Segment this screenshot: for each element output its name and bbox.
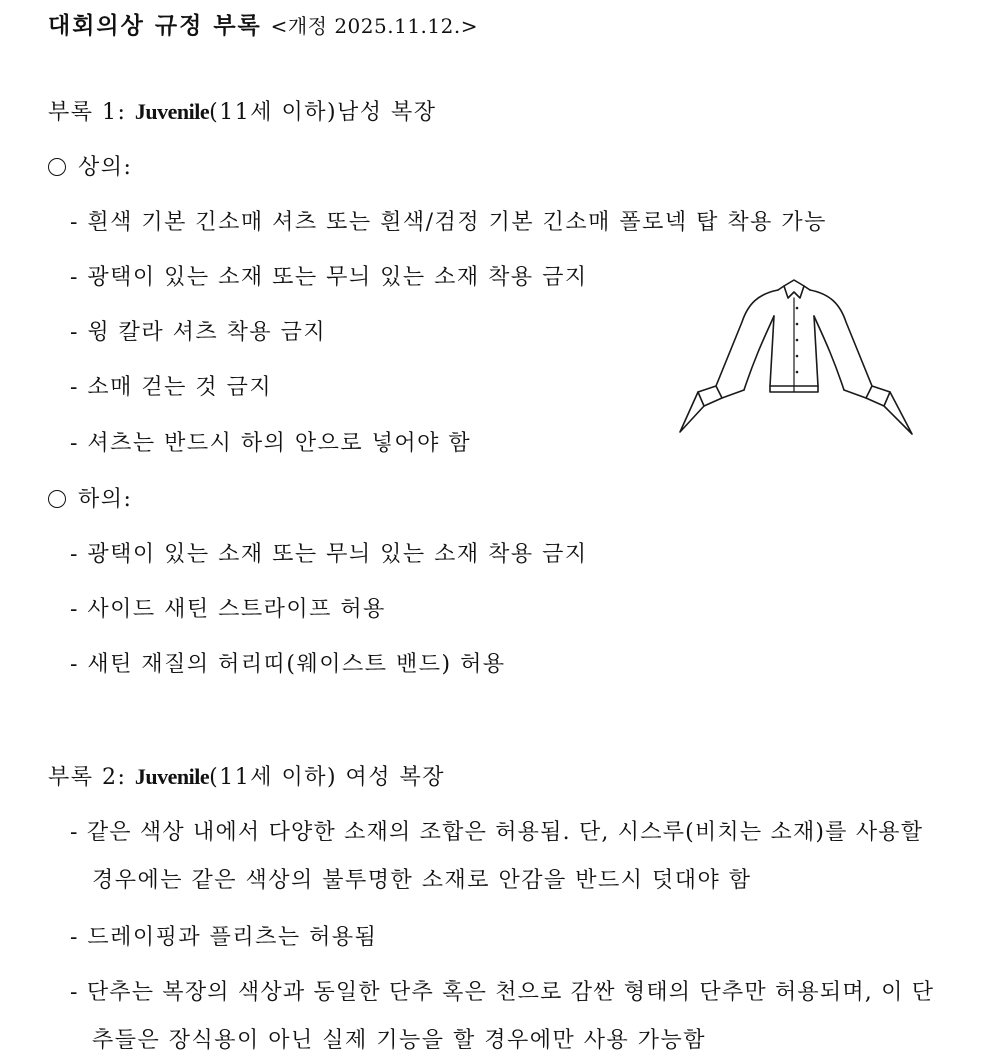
appendix-1-heading [48, 98, 437, 127]
appendix-2-term: Juvenile [134, 764, 210, 789]
appendix-2-item: - 단추는 복장의 색상과 동일한 단추 혹은 천으로 감싼 형태의 단추만 허용되며, 이 단 [70, 980, 935, 1005]
appendix-1-term: Juvenile [134, 99, 210, 124]
appendix-1-suffix: (11세 이하)남성 복장 [209, 100, 437, 125]
appendix-2-suffix: (11세 이하) 여성 복장 [209, 765, 446, 790]
appendix-2-heading [48, 763, 445, 792]
appendix-2-item: - 드레이핑과 플리츠는 허용됨 [70, 925, 378, 950]
top-item: - 소매 걷는 것 금지 [70, 375, 273, 400]
bottom-item: - 사이드 새틴 스트라이프 허용 [70, 597, 386, 622]
circle-bullet-icon [48, 158, 66, 176]
top-heading [48, 154, 132, 182]
title-main: 대회의상 규정 부록 [48, 12, 262, 39]
title-revision: <개정 2025.11.12.> [270, 14, 478, 38]
top-item: - 윙 칼라 셔츠 착용 금지 [70, 320, 327, 345]
appendix-2-item-continued: 추들은 장식용이 아닌 실제 기능을 할 경우에만 사용 가능함 [92, 1028, 706, 1053]
top-item: - 광택이 있는 소재 또는 무늬 있는 소재 착용 금지 [70, 265, 588, 290]
bottom-heading [48, 486, 132, 514]
bottom-heading-label: 하의: [78, 487, 133, 512]
appendix-2-item: - 같은 색상 내에서 다양한 소재의 조합은 허용됨. 단, 시스루(비치는 소재)를 사용할 [70, 820, 924, 845]
document-title [48, 12, 478, 40]
long-sleeve-shirt-icon [676, 274, 916, 439]
appendix-2-prefix: 부록 2: [48, 765, 135, 790]
top-item: - 흰색 기본 긴소매 셔츠 또는 흰색/검정 기본 긴소매 폴로넥 탑 착용 가능 [70, 210, 827, 235]
appendix-1-prefix: 부록 1: [48, 100, 135, 125]
appendix-2-item-continued: 경우에는 같은 색상의 불투명한 소재로 안감을 반드시 덧대야 함 [92, 868, 752, 893]
top-heading-label: 상의: [78, 155, 133, 180]
bottom-item: - 새틴 재질의 허리띠(웨이스트 밴드) 허용 [70, 652, 506, 677]
top-item: - 셔츠는 반드시 하의 안으로 넣어야 함 [70, 431, 472, 456]
bottom-item: - 광택이 있는 소재 또는 무늬 있는 소재 착용 금지 [70, 542, 588, 567]
circle-bullet-icon [48, 490, 66, 508]
